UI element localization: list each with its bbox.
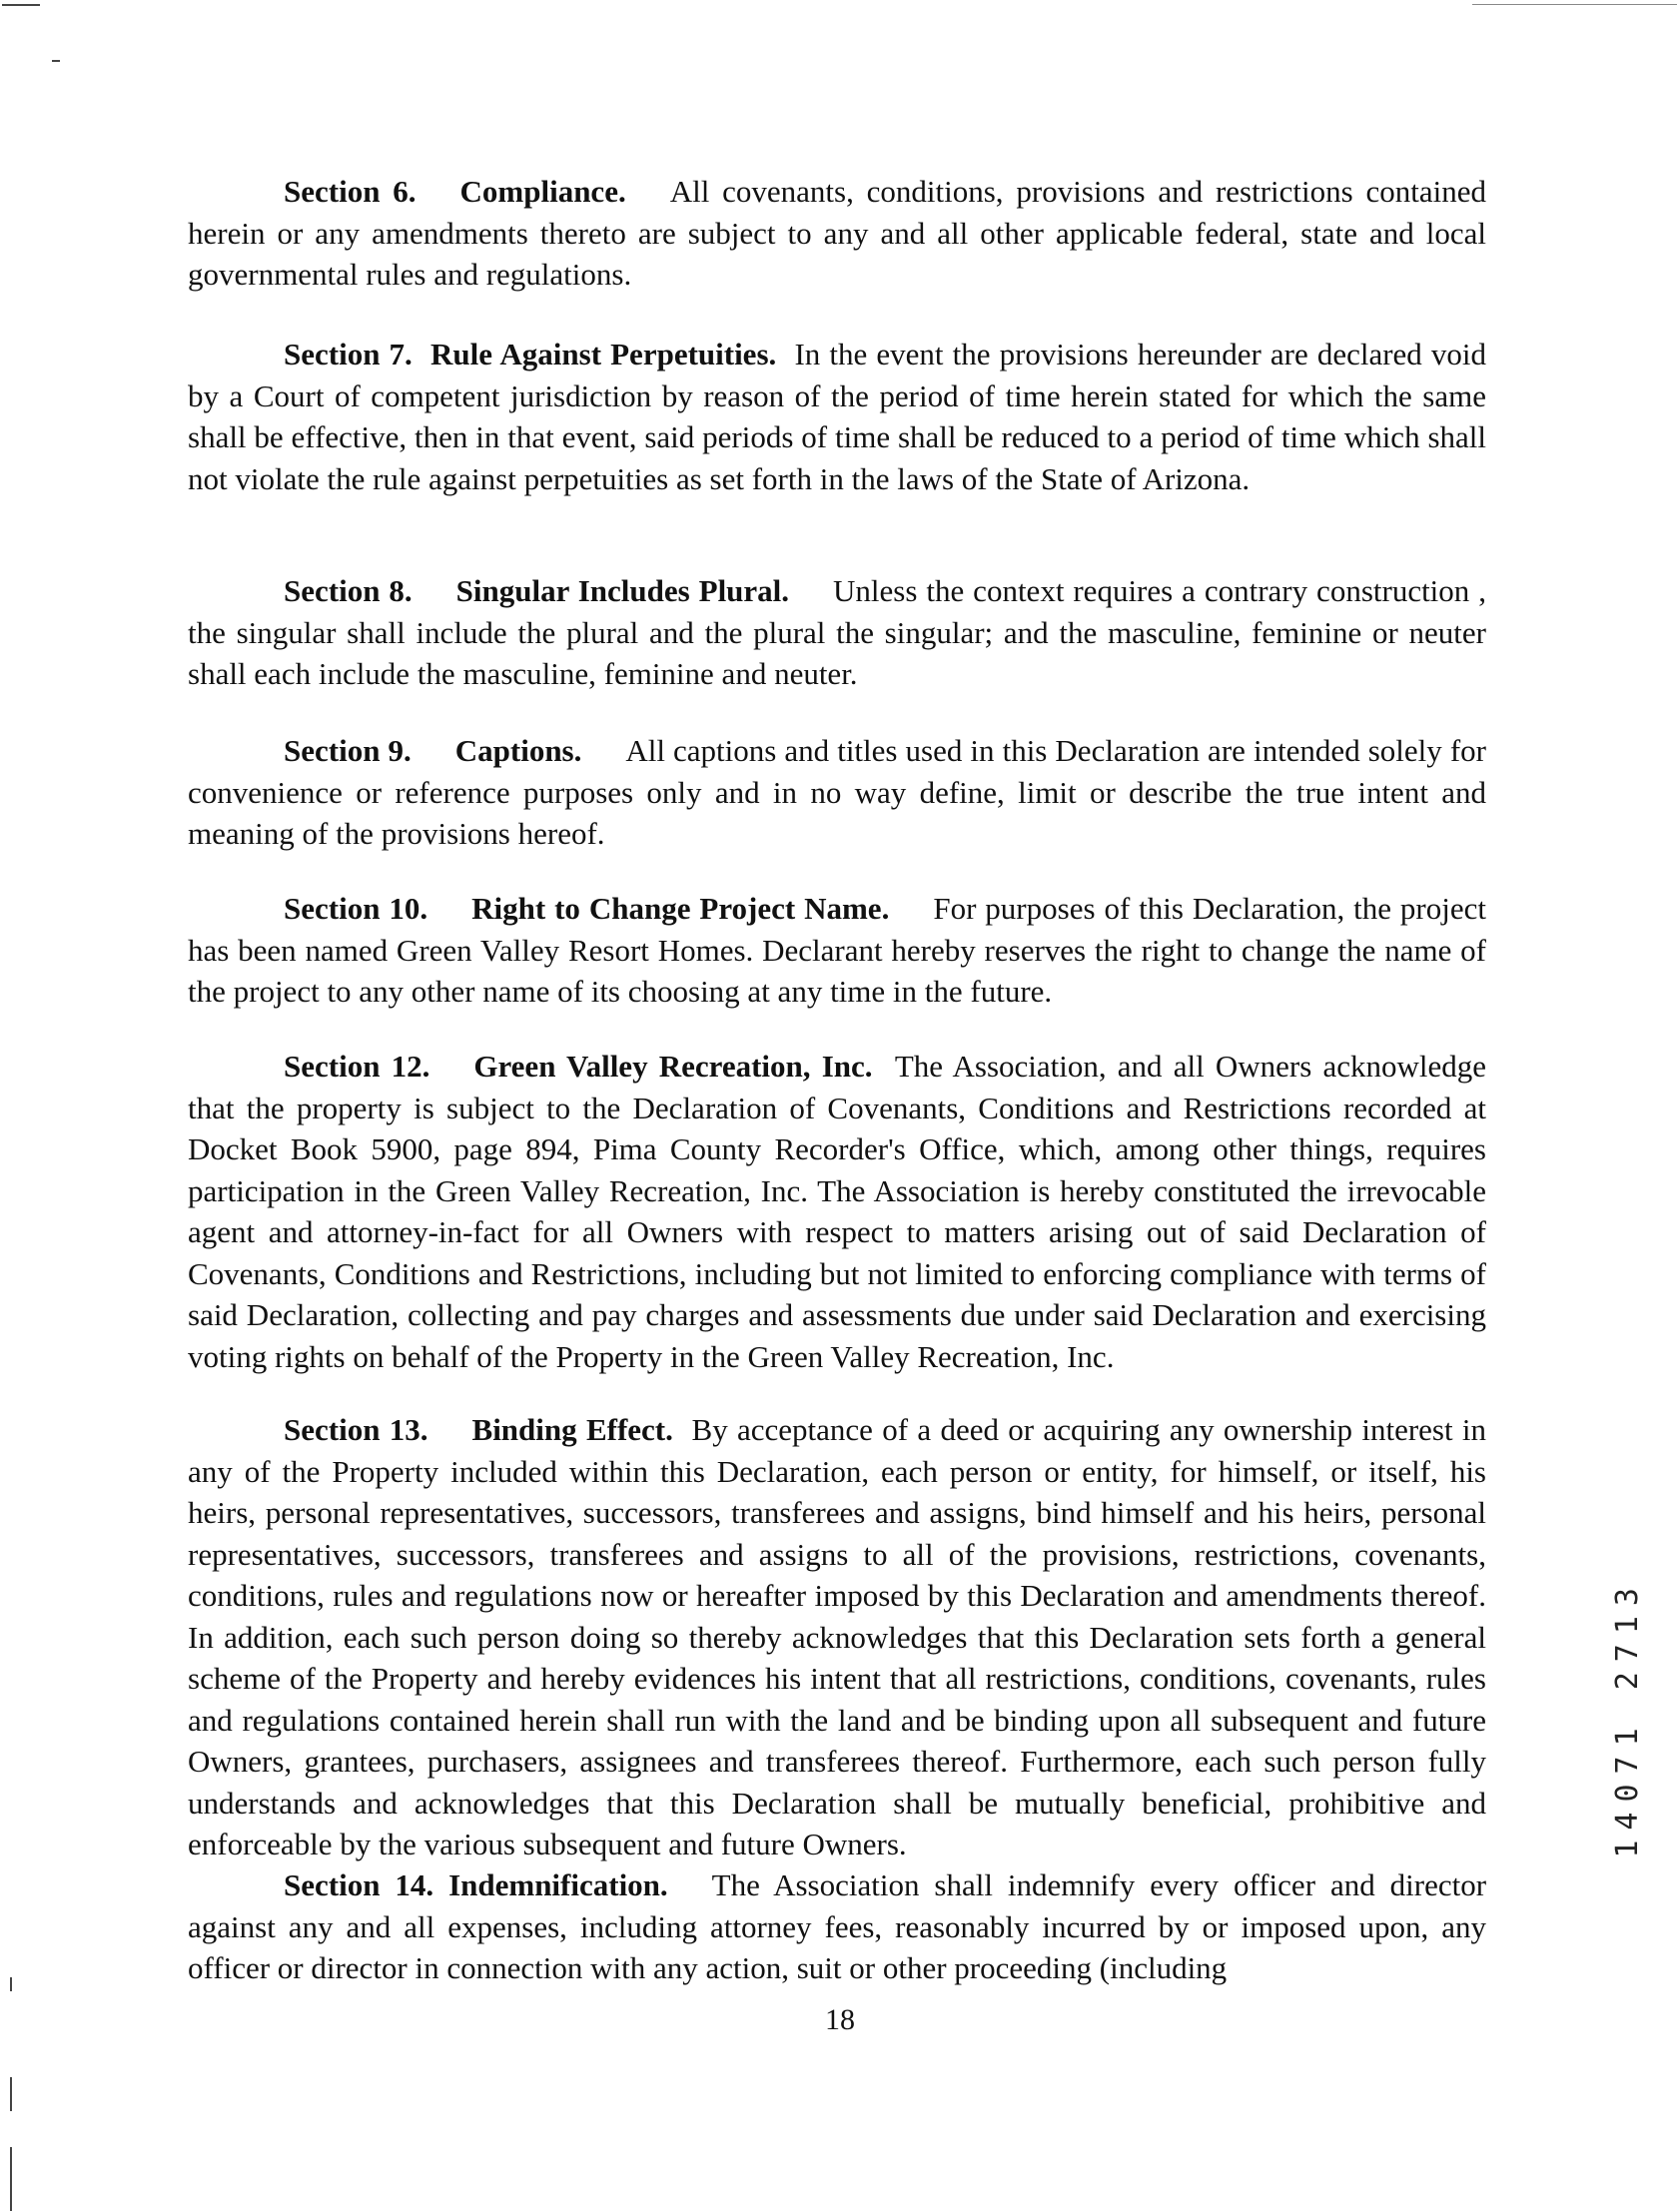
section-14	[188, 1864, 1486, 1989]
section-title: Indemnification.	[448, 1867, 668, 1902]
section-heading: Section 14.	[284, 1867, 434, 1902]
section-title: Binding Effect.	[471, 1412, 673, 1447]
section-heading: Section 9.	[284, 733, 412, 768]
section-heading: Section 6.	[284, 174, 417, 209]
section-text: For purposes of this Declaration, the project has been named Green Valley Resort Homes. Declarant hereby reserves the right to change the name of the project to any other name of its choosing at any time in the future.	[188, 891, 1486, 1009]
section-text: The Association, and all Owners acknowledge that the property is subject to the Declaration of Covenants, Conditions and Restrictions recorded at Docket Book 5900, page 894, Pima County Recorder's Office, which, among other things, requires participation in the Green Valley Recreation, Inc. The Association is hereby constituted the irrevocable agent and attorney-in-fact for all Owners with respect to matters arising out of said Declaration of Covenants, Conditions and Restrictions, including but not limited to enforcing compliance with terms of said Declaration, collecting and pay charges and assessments due under said Declaration and exercising voting rights on behalf of the Property in the Green Valley Recreation, Inc.	[188, 1049, 1487, 1374]
section-13	[188, 1409, 1486, 1865]
section-title: Green Valley Recreation, Inc.	[473, 1049, 873, 1084]
section-text: All captions and titles used in this Declaration are intended solely for convenience or reference purposes only and in no way define, limit or describe the true intent and meaning of the provisions hereof.	[188, 733, 1486, 851]
scan-mark	[1472, 4, 1677, 5]
section-heading: Section 13.	[284, 1412, 428, 1447]
section-8	[188, 570, 1486, 695]
scan-mark	[10, 2077, 12, 2111]
section-title: Captions.	[454, 733, 582, 768]
section-text: All covenants, conditions, provisions and restrictions contained herein or any amendments thereto are subject to any and all other applicable federal, state and local governmental rules and regulations.	[188, 174, 1487, 292]
section-heading: Section 7.	[284, 337, 413, 371]
scan-mark	[10, 1977, 12, 1991]
section-heading: Section 12.	[284, 1049, 430, 1084]
page-number: 18	[825, 2003, 855, 2036]
section-title: Rule Against Perpetuities.	[430, 337, 777, 371]
section-text: In the event the provisions hereunder are declared void by a Court of competent jurisdiction by reason of the period of time herein stated for which the same shall be effective, then in that event, said periods of time shall be reduced to a period of time which shall not violate the rule against perpetuities as set forth in the laws of the State of Arizona.	[188, 337, 1487, 496]
scan-mark	[2, 4, 40, 6]
scan-mark	[10, 2147, 12, 2211]
section-text: Unless the context requires a contrary construction , the singular shall include the plural and the plural the singular; and the masculine, feminine or neuter shall each include the masculine, feminine and neuter.	[188, 573, 1486, 691]
scan-mark	[52, 60, 60, 62]
section-12	[188, 1046, 1486, 1377]
section-9	[188, 730, 1486, 855]
section-text: By acceptance of a deed or acquiring any ownership interest in any of the Property included within this Declaration, each person or entity, for himself, or itself, his heirs, personal representatives, successors, transferees and assigns, bind himself and his heirs, personal representatives, successors, transferees and assigns to all of the provisions, restrictions, covenants, conditions, rules and regulations now or hereafter imposed by this Declaration and amendments thereof. In addition, each such person doing so thereby acknowledges that this Declaration sets forth a general scheme of the Property and hereby evidences his intent that all restrictions, conditions, covenants, rules and regulations contained herein shall run with the land and be binding upon all subsequent and future Owners, grantees, purchasers, assignees and transferees thereof. Furthermore, each such person fully understands and acknowledges that this Declaration shall be mutually beneficial, prohibitive and enforceable by the various subsequent and future Owners.	[188, 1412, 1487, 1861]
section-6	[188, 171, 1486, 296]
section-title: Compliance.	[459, 174, 626, 209]
section-heading: Section 10.	[284, 891, 428, 926]
section-title: Right to Change Project Name.	[471, 891, 890, 926]
section-title: Singular Includes Plural.	[455, 573, 790, 608]
section-heading: Section 8.	[284, 573, 413, 608]
section-text: The Association shall indemnify every officer and director against any and all expenses, including attorney fees, reasonably incurred by or imposed upon, any officer or director in connection with any action, suit or other proceeding (including	[188, 1867, 1487, 1985]
recording-stamp: 14071 2713	[1610, 1578, 1645, 1858]
section-10	[188, 888, 1486, 1013]
section-7	[188, 334, 1486, 499]
